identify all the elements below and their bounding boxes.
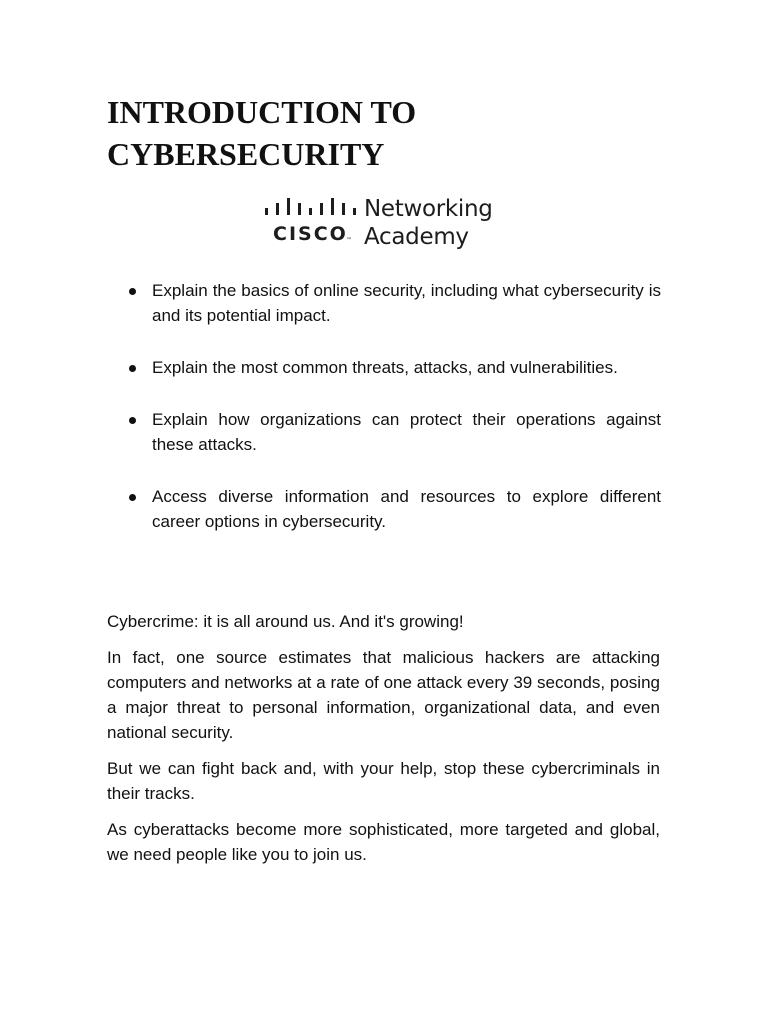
paragraph: In fact, one source estimates that malicious hackers are attacking computers and networks at a rate of one attack every 39 seconds, posing a major threat to personal information, organizational data, and even national security.: [107, 648, 660, 742]
list-item-text: Access diverse information and resources to explore different career options in cybersecurity.: [152, 487, 661, 531]
list-item: [108, 407, 661, 457]
paragraph: But we can fight back and, with your help, stop these cybercriminals in their tracks.: [107, 759, 660, 803]
bullet-icon: [129, 494, 136, 501]
title-line-2: CYBERSECURITY: [107, 136, 385, 172]
title-line-1: INTRODUCTION TO: [107, 94, 417, 130]
list-item: [108, 355, 661, 380]
page-title: [107, 91, 667, 175]
trademark-symbol: ™: [346, 237, 352, 244]
list-item: [108, 278, 661, 328]
bullet-icon: [129, 417, 136, 424]
bullet-icon: [129, 365, 136, 372]
paragraph: Cybercrime: it is all around us. And it's growing!: [107, 612, 464, 631]
bullet-icon: [129, 288, 136, 295]
cisco-wordmark: CISCO: [273, 223, 348, 245]
body-text: [107, 609, 660, 878]
list-item-text: Explain how organizations can protect their operations against these attacks.: [152, 410, 661, 454]
objectives-list: [108, 278, 661, 561]
cisco-bridge-icon: [262, 195, 358, 219]
logo-line-networking: Networking: [364, 196, 493, 222]
paragraph: As cyberattacks become more sophisticated, more targeted and global, we need people like you to join us.: [107, 820, 660, 864]
list-item-text: Explain the most common threats, attacks, and vulnerabilities.: [152, 358, 618, 377]
cisco-networking-academy-logo: [262, 195, 502, 253]
networking-academy-text: [364, 195, 493, 251]
logo-line-academy: Academy: [364, 224, 469, 250]
list-item-text: Explain the basics of online security, including what cybersecurity is and its potential impact.: [152, 281, 661, 325]
list-item: [108, 484, 661, 534]
